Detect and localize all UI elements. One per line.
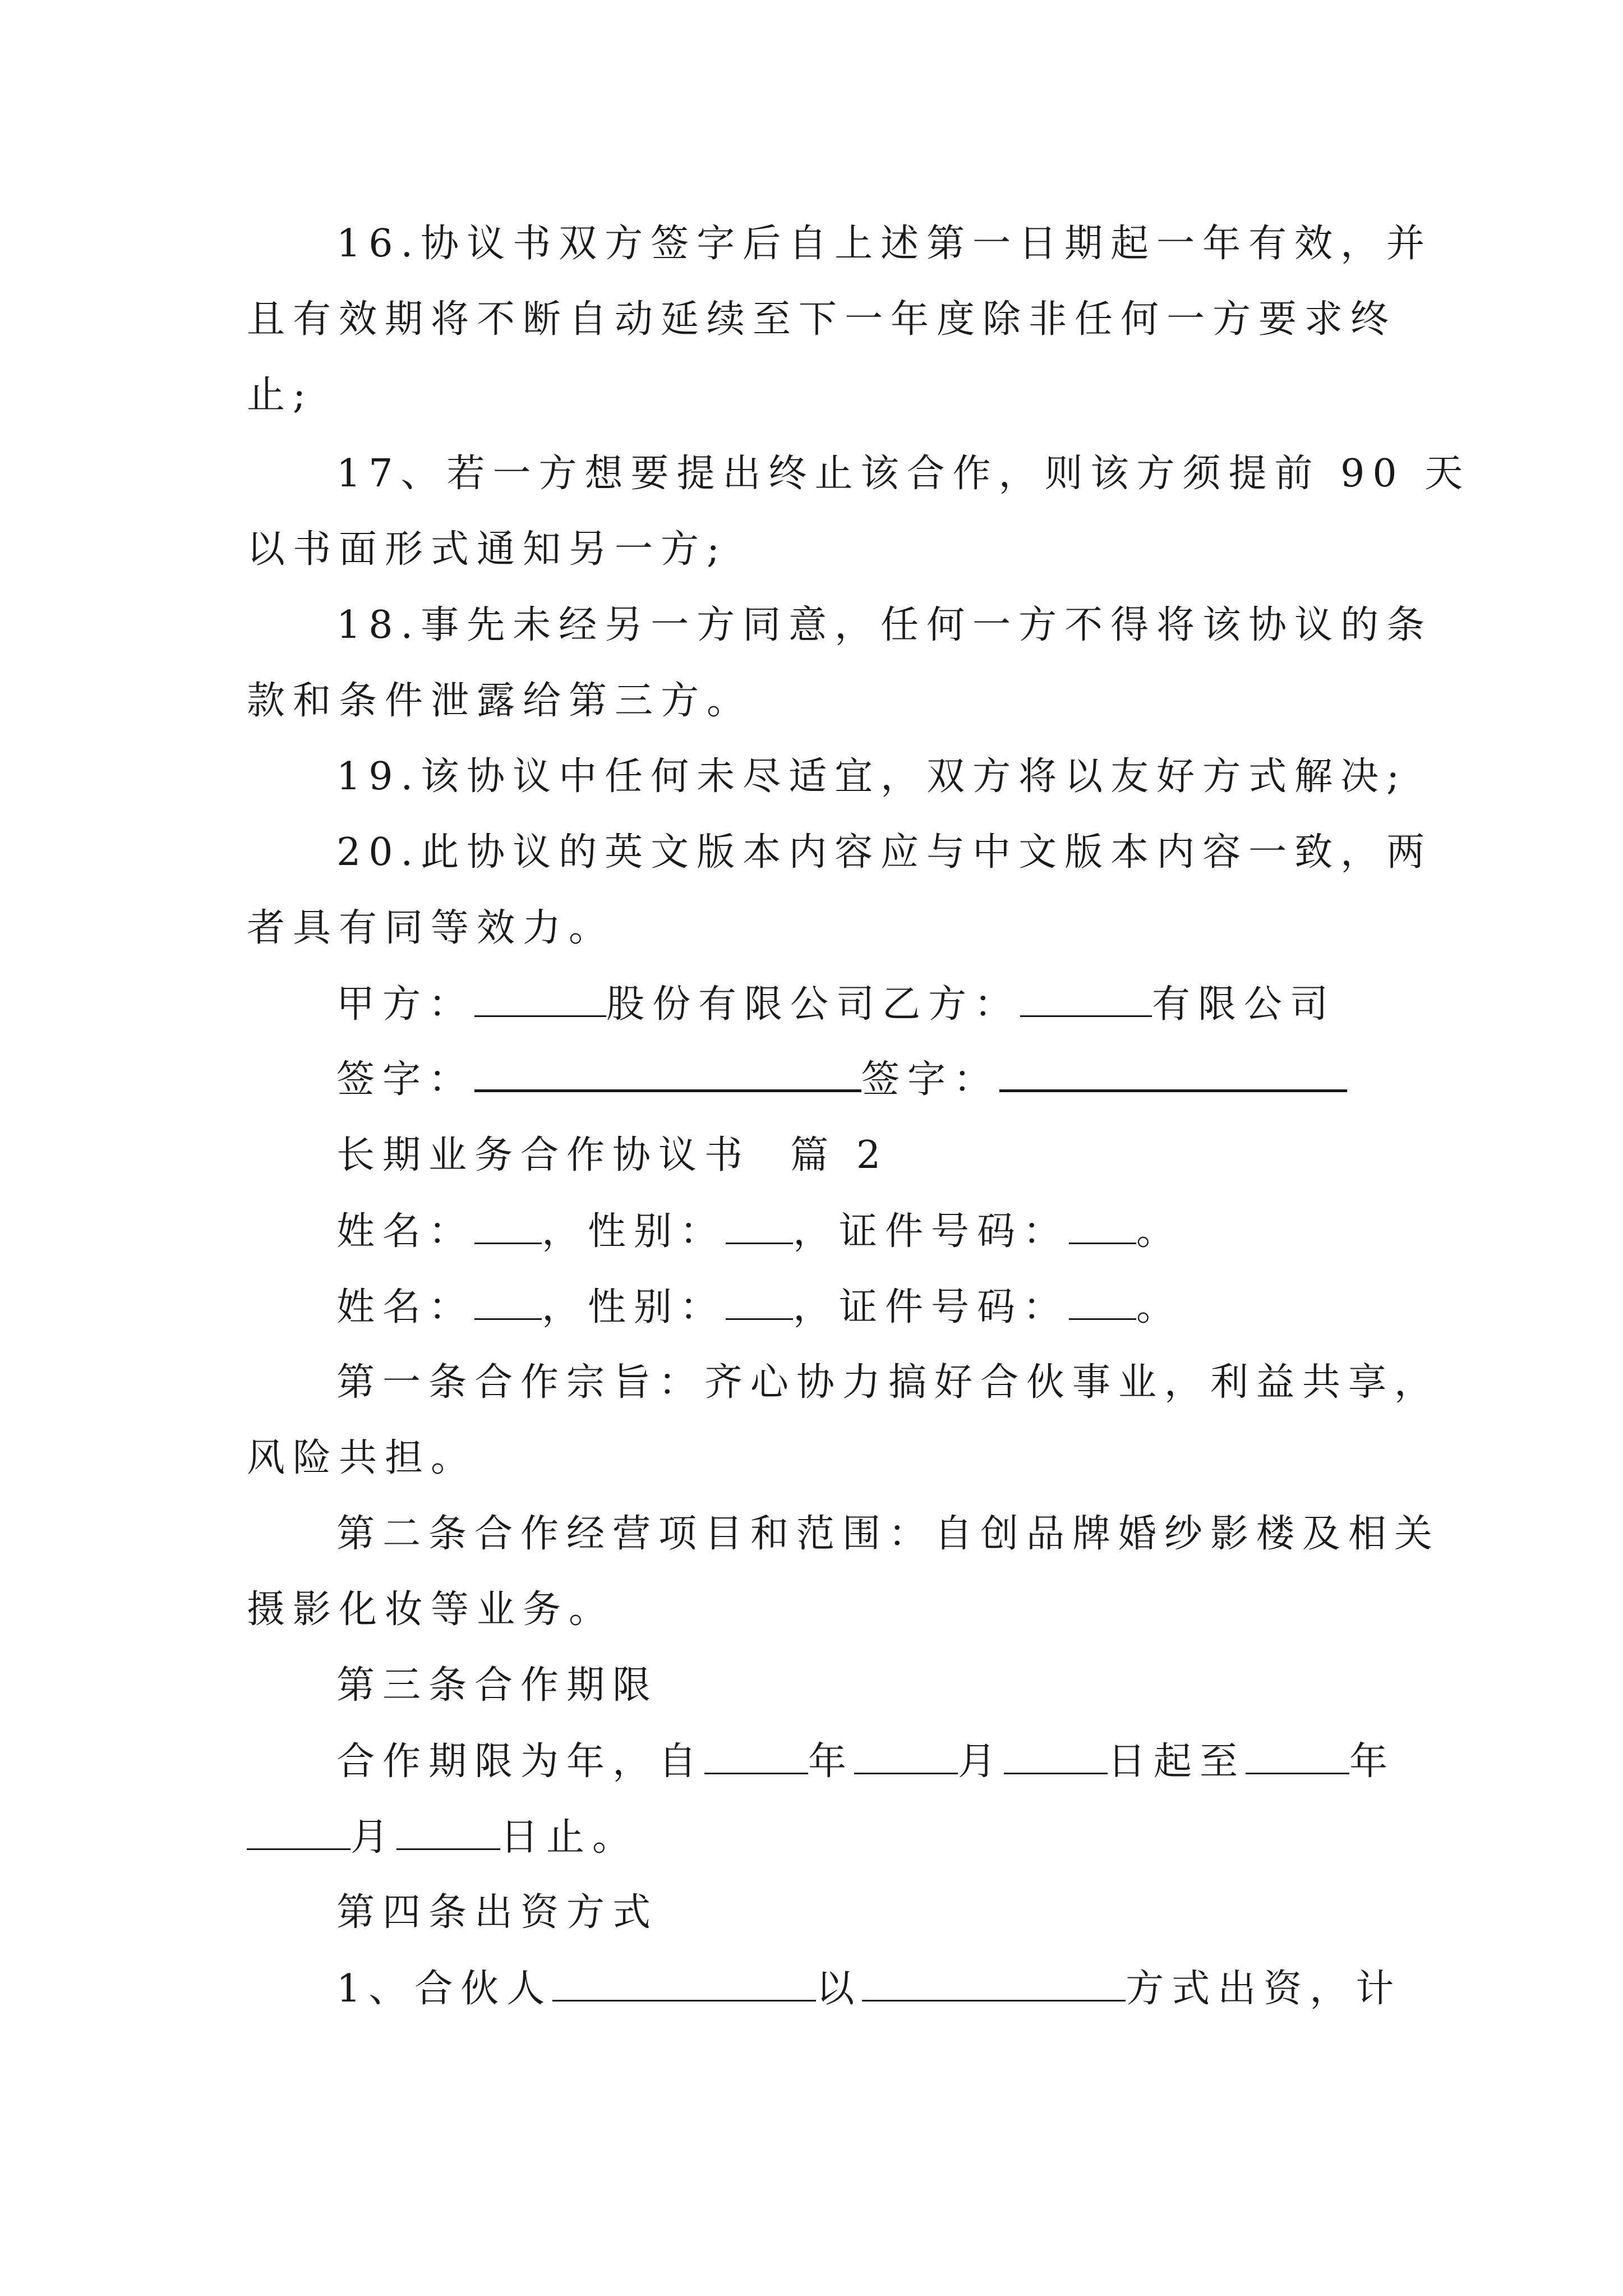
party-b-label: 乙方： xyxy=(882,982,1021,1027)
article-3-heading: 第三条合作期限 xyxy=(336,1663,659,1708)
signature-b-label: 签字： xyxy=(861,1057,1000,1102)
end-month-blank xyxy=(247,1815,351,1850)
term-line-1 xyxy=(336,1739,1395,1784)
gender-label: ，性别： xyxy=(542,1209,726,1254)
month-label: 月 xyxy=(351,1815,397,1860)
clause-17-line-2: 以书面形式通知另一方; xyxy=(247,527,727,572)
name-blank xyxy=(474,1209,542,1244)
clause-20-line-1: 20.此协议的英文版本内容应与中文版本内容一致，两 xyxy=(336,830,1433,875)
name-label: 姓名： xyxy=(336,1285,475,1329)
sentence-end: 。 xyxy=(1136,1209,1183,1254)
gender-blank xyxy=(726,1209,793,1244)
signature-b-rule xyxy=(999,1068,1347,1092)
start-month-blank xyxy=(854,1739,958,1774)
party-b-blank xyxy=(1020,982,1152,1017)
article-4-heading: 第四条出资方式 xyxy=(336,1890,659,1935)
clause-18-line-2: 款和条件泄露给第三方。 xyxy=(247,679,753,723)
signature-a-label: 签字： xyxy=(336,1057,475,1102)
id-label: ，证件号码： xyxy=(793,1285,1069,1329)
clause-19-line-1: 19.该协议中任何未尽适宜，双方将以友好方式解决; xyxy=(336,754,1408,799)
day-end-label: 日止。 xyxy=(500,1815,639,1860)
article-1-line-2: 风险共担。 xyxy=(247,1436,477,1480)
by-label: 以 xyxy=(816,1967,863,2011)
article-2-line-2: 摄影化妆等业务。 xyxy=(247,1588,615,1632)
parties-line xyxy=(336,982,1336,1027)
partner-blank xyxy=(552,1966,816,2001)
investment-suffix: 方式出资，计 xyxy=(1126,1967,1402,2011)
id-label: ，证件号码： xyxy=(793,1209,1069,1254)
gender-label: ，性别： xyxy=(542,1285,726,1329)
party-a-label: 甲方： xyxy=(336,982,475,1027)
start-year-blank xyxy=(704,1739,808,1774)
party-a-blank xyxy=(474,982,606,1017)
clause-16-line-3: 止; xyxy=(247,373,313,417)
end-day-blank xyxy=(396,1815,500,1850)
clause-17-line-1: 17、若一方想要提出终止该合作，则该方须提前 90 天 xyxy=(336,452,1471,496)
signature-a-rule xyxy=(474,1068,861,1092)
article-1-line-1: 第一条合作宗旨：齐心协力搞好合伙事业，利益共享， xyxy=(336,1360,1441,1405)
investment-line-1 xyxy=(336,1966,1401,2012)
gender-blank xyxy=(726,1285,793,1320)
name-blank xyxy=(474,1285,542,1320)
clause-18-line-1: 18.事先未经另一方同意，任何一方不得将该协议的条 xyxy=(336,603,1433,647)
term-line-2 xyxy=(247,1815,638,1860)
sentence-end: 。 xyxy=(1136,1285,1183,1329)
signature-line xyxy=(336,1057,1347,1102)
party-b-suffix: 有限公司 xyxy=(1152,982,1336,1027)
year-label: 年 xyxy=(808,1740,855,1784)
name-label: 姓名： xyxy=(336,1209,475,1254)
clause-16-line-2: 且有效期将不断自动延续至下一年度除非任何一方要求终 xyxy=(247,297,1397,342)
start-day-blank xyxy=(1004,1739,1108,1774)
person-info-line-2 xyxy=(336,1285,1182,1330)
method-blank xyxy=(862,1966,1126,2001)
end-year-blank xyxy=(1246,1739,1349,1774)
article-2-line-1: 第二条合作经营项目和范围：自创品牌婚纱影楼及相关 xyxy=(336,1512,1441,1556)
clause-20-line-2: 者具有同等效力。 xyxy=(247,906,615,950)
term-intro: 合作期限为年，自 xyxy=(336,1740,705,1784)
id-blank xyxy=(1069,1209,1136,1244)
clause-16-line-1: 16.协议书双方签字后自上述第一日期起一年有效，并 xyxy=(336,222,1433,266)
person-info-line-1 xyxy=(336,1209,1182,1254)
day-from-label: 日起至 xyxy=(1108,1740,1246,1784)
id-blank xyxy=(1069,1285,1136,1320)
year-label: 年 xyxy=(1349,1740,1396,1784)
section-heading-2: 长期业务合作协议书 篇 2 xyxy=(336,1133,889,1177)
party-a-suffix: 股份有限公司 xyxy=(606,982,883,1027)
month-label: 月 xyxy=(958,1740,1004,1784)
partner-label: 1、合伙人 xyxy=(336,1967,553,2011)
